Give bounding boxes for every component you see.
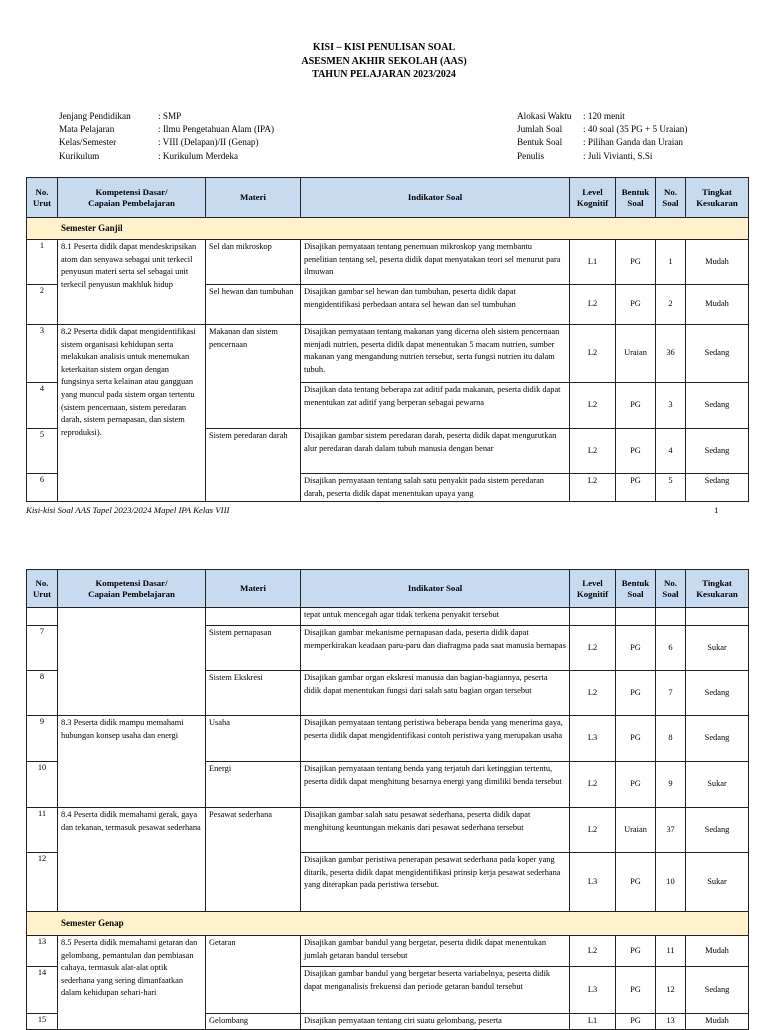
materi-cell: Sel dan mikroskop bbox=[206, 240, 301, 285]
info-block-left bbox=[59, 110, 274, 163]
competency-cell: 8.5 Peserta didik memahami getaran dan gelombang, pemantulan dan pembiasan cahaya, termasuk alat-alat optik sederhana yang sering dimanfaatkan dalam kehidupan sehari-hari bbox=[58, 936, 206, 1030]
header-kompetensi: Kompetensi Dasar/ Capaian Pembelajaran bbox=[58, 570, 206, 608]
bentuk-cell: PG bbox=[616, 967, 656, 1014]
info-label: Penulis bbox=[517, 150, 545, 161]
header-bentuk: Bentuk Soal bbox=[616, 178, 656, 218]
row-no: 4 bbox=[27, 383, 58, 429]
table-row bbox=[27, 716, 749, 762]
info-value: : Pilihan Ganda dan Uraian bbox=[583, 137, 684, 148]
row-no: 6 bbox=[27, 474, 58, 502]
semester-label: Semester Genap bbox=[27, 912, 749, 936]
info-label: Jenjang Pendidikan bbox=[59, 111, 131, 121]
title-line-2: ASESMEN AKHIR SEKOLAH (AAS) bbox=[301, 55, 467, 67]
info-label: Jumlah Soal bbox=[517, 124, 563, 135]
bentuk-cell: Uraian bbox=[616, 325, 656, 383]
row-no: 9 bbox=[27, 716, 58, 762]
materi-cell: Gelombang bbox=[206, 1014, 301, 1030]
info-row bbox=[59, 150, 274, 163]
no-soal-cell: 10 bbox=[656, 853, 686, 912]
no-soal-cell: 3 bbox=[656, 383, 686, 429]
header-level: Level Kognitif bbox=[570, 570, 616, 608]
indikator-cell: Disajikan gambar peristiwa penerapan pesawat sederhana pada koper yang ditarik, peserta didik dapat mengidentifikasi prinsip kerja pesawat sederhana yang diterapkan pada peristiwa tersebut. bbox=[301, 853, 570, 912]
row-no: 3 bbox=[27, 325, 58, 383]
row-no: 15 bbox=[27, 1014, 58, 1030]
bentuk-cell: PG bbox=[616, 240, 656, 285]
indikator-cell: Disajikan pernyataan tentang penemuan mikroskop yang membantu penelitian tentang sel, peserta didik dapat menyatakan teori sel menurut para ilmuwan bbox=[301, 240, 570, 285]
row-no: 12 bbox=[27, 853, 58, 912]
info-row bbox=[517, 123, 687, 136]
info-value: : 120 menit bbox=[583, 111, 625, 121]
no-soal-cell: 9 bbox=[656, 762, 686, 808]
table-header-row bbox=[27, 178, 749, 218]
indikator-cell: Disajikan pernyataan tentang benda yang terjatuh dari ketinggian tertentu, peserta didik dapat menghitung besarnya energi yang dimiliki benda tersebut bbox=[301, 762, 570, 808]
tingkat-cell: Sedang bbox=[686, 671, 749, 716]
materi-cell: Energi bbox=[206, 762, 301, 808]
level-cell bbox=[570, 608, 616, 626]
bentuk-cell: PG bbox=[616, 474, 656, 502]
info-label: Kelas/Semester bbox=[59, 137, 117, 148]
info-value: : SMP bbox=[158, 111, 182, 121]
header-tingkat: Tingkat Kesukaran bbox=[686, 178, 749, 218]
table-header-row bbox=[27, 570, 749, 608]
materi-cell: Pesawat sederhana bbox=[206, 808, 301, 912]
no-soal-cell: 8 bbox=[656, 716, 686, 762]
materi-cell: Sel hewan dan tumbuhan bbox=[206, 285, 301, 325]
competency-cell-continued bbox=[58, 608, 206, 716]
info-block-right bbox=[517, 110, 687, 163]
indikator-cell: Disajikan gambar organ ekskresi manusia dan bagian-bagiannya, peserta didik dapat menentukan fungsi dari salah satu bagian organ tersebut bbox=[301, 671, 570, 716]
materi-cell: Sistem pernapasan bbox=[206, 626, 301, 671]
row-no: 8 bbox=[27, 671, 58, 716]
no-soal-cell bbox=[656, 608, 686, 626]
tingkat-cell: Sukar bbox=[686, 626, 749, 671]
header-indikator: Indikator Soal bbox=[301, 178, 570, 218]
info-row bbox=[517, 136, 687, 149]
header-indikator: Indikator Soal bbox=[301, 570, 570, 608]
info-row bbox=[517, 110, 687, 123]
info-row bbox=[59, 136, 274, 149]
tingkat-cell: Mudah bbox=[686, 1014, 749, 1030]
level-cell: L2 bbox=[570, 383, 616, 429]
info-label: Mata Pelajaran bbox=[59, 124, 115, 135]
indikator-cell: Disajikan gambar salah satu pesawat sederhana, peserta didik dapat menghitung keuntungan mekanis dari pesawat sederhana tersebut bbox=[301, 808, 570, 853]
bentuk-cell: PG bbox=[616, 1014, 656, 1030]
table-row bbox=[27, 608, 749, 626]
table-row bbox=[27, 240, 749, 285]
level-cell: L2 bbox=[570, 285, 616, 325]
header-no-soal: No. Soal bbox=[656, 570, 686, 608]
no-soal-cell: 36 bbox=[656, 325, 686, 383]
kisi-kisi-table-page-2 bbox=[26, 569, 749, 1030]
competency-cell: 8.4 Peserta didik memahami gerak, gaya dan tekanan, termasuk pesawat sederhana bbox=[58, 808, 206, 912]
competency-cell: 8.3 Peserta didik mampu memahami hubungan konsep usaha dan energi bbox=[58, 716, 206, 808]
header-bentuk: Bentuk Soal bbox=[616, 570, 656, 608]
info-label: Alokasi Waktu bbox=[517, 111, 572, 121]
level-cell: L2 bbox=[570, 626, 616, 671]
document-title bbox=[0, 41, 768, 82]
materi-cell: Getaran bbox=[206, 936, 301, 1014]
row-no: 10 bbox=[27, 762, 58, 808]
header-no-soal: No. Soal bbox=[656, 178, 686, 218]
no-soal-cell: 12 bbox=[656, 967, 686, 1014]
row-no: 14 bbox=[27, 967, 58, 1014]
level-cell: L1 bbox=[570, 1014, 616, 1030]
indikator-cell: Disajikan data tentang beberapa zat aditif pada makanan, peserta didik dapat menentukan zat aditif yang berperan sebagai pewarna bbox=[301, 383, 570, 429]
tingkat-cell: Sedang bbox=[686, 383, 749, 429]
info-value: : 40 soal (35 PG + 5 Uraian) bbox=[583, 124, 688, 135]
row-no: 2 bbox=[27, 285, 58, 325]
indikator-cell: Disajikan gambar sel hewan dan tumbuhan, peserta didik dapat mengidentifikasi perbedaan antara sel hewan dan sel tumbuhan bbox=[301, 285, 570, 325]
bentuk-cell: PG bbox=[616, 853, 656, 912]
level-cell: L1 bbox=[570, 240, 616, 285]
header-materi: Materi bbox=[206, 570, 301, 608]
no-soal-cell: 5 bbox=[656, 474, 686, 502]
kisi-kisi-table-page-1 bbox=[26, 177, 749, 502]
bentuk-cell: PG bbox=[616, 429, 656, 474]
no-soal-cell: 13 bbox=[656, 1014, 686, 1030]
tingkat-cell: Sukar bbox=[686, 853, 749, 912]
no-soal-cell: 2 bbox=[656, 285, 686, 325]
tingkat-cell bbox=[686, 608, 749, 626]
indikator-cell: Disajikan pernyataan tentang makanan yang dicerna oleh sistem pencernaan menjadi nutrien, peserta didik dapat menentukan 5 macam nutrien, sumber makanan yang mengandung nutrien tersebut, serta fungsi nutrien itu dalam tubuh. bbox=[301, 325, 570, 383]
info-value: : Kurikulum Merdeka bbox=[158, 150, 239, 161]
table-row bbox=[27, 325, 749, 383]
info-row bbox=[517, 150, 687, 163]
level-cell: L3 bbox=[570, 853, 616, 912]
materi-cell: Sistem peredaran darah bbox=[206, 429, 301, 502]
level-cell: L3 bbox=[570, 967, 616, 1014]
indikator-cell: Disajikan pernyataan tentang ciri suatu gelombang, peserta bbox=[301, 1014, 570, 1030]
page-number: 1 bbox=[714, 505, 719, 515]
bentuk-cell: PG bbox=[616, 285, 656, 325]
bentuk-cell: PG bbox=[616, 716, 656, 762]
tingkat-cell: Sedang bbox=[686, 429, 749, 474]
tingkat-cell: Sedang bbox=[686, 325, 749, 383]
bentuk-cell: PG bbox=[616, 383, 656, 429]
tingkat-cell: Sedang bbox=[686, 808, 749, 853]
tingkat-cell: Sedang bbox=[686, 716, 749, 762]
page-footer: Kisi-kisi Soal AAS Tapel 2023/2024 Mapel IPA Kelas VIII bbox=[26, 505, 230, 515]
header-tingkat: Tingkat Kesukaran bbox=[686, 570, 749, 608]
table-row bbox=[27, 936, 749, 967]
indikator-cell: Disajikan pernyataan tentang salah satu penyakit pada sistem peredaran darah, peserta didik dapat menentukan upaya yang bbox=[301, 474, 570, 502]
bentuk-cell: PG bbox=[616, 671, 656, 716]
tingkat-cell: Mudah bbox=[686, 240, 749, 285]
info-row bbox=[59, 110, 274, 123]
bentuk-cell: PG bbox=[616, 936, 656, 967]
no-soal-cell: 11 bbox=[656, 936, 686, 967]
info-label: Bentuk Soal bbox=[517, 137, 563, 148]
info-label: Kurikulum bbox=[59, 150, 100, 161]
no-soal-cell: 1 bbox=[656, 240, 686, 285]
header-level: Level Kognitif bbox=[570, 178, 616, 218]
row-no: 5 bbox=[27, 429, 58, 474]
level-cell: L2 bbox=[570, 671, 616, 716]
level-cell: L3 bbox=[570, 716, 616, 762]
semester-row bbox=[27, 218, 749, 240]
header-kompetensi: Kompetensi Dasar/ Capaian Pembelajaran bbox=[58, 178, 206, 218]
level-cell: L2 bbox=[570, 936, 616, 967]
indikator-cell: Disajikan gambar sistem peredaran darah, peserta didik dapat mengurutkan alur peredaran darah dalam tubuh manusia dengan benar bbox=[301, 429, 570, 474]
bentuk-cell bbox=[616, 608, 656, 626]
level-cell: L2 bbox=[570, 474, 616, 502]
competency-cell: 8.2 Peserta didik dapat mengidentifikasi sistem organisasi kehidupan serta melakukan analisis untuk menemukan keterkaitan sistem organ dengan fungsinya serta kelainan atau gangguan yang muncul pada sistem organ tertentu (sistem pencernaan, sistem peredaran darah, sistem pernapasan, dan sistem reproduksi). bbox=[58, 325, 206, 502]
tingkat-cell: Sukar bbox=[686, 762, 749, 808]
header-no-urut: No. Urut bbox=[27, 570, 58, 608]
indikator-cell: Disajikan gambar mekanisme pernapasan dada, peserta didik dapat memperkirakan keadaan paru-paru dan diafragma pada saat manusia bernapas bbox=[301, 626, 570, 671]
semester-row bbox=[27, 912, 749, 936]
level-cell: L2 bbox=[570, 429, 616, 474]
competency-cell: 8.1 Peserta didik dapat mendeskripsikan atom dan senyawa sebagai unit terkecil penyusun materi serta sel sebagai unit terkecil penyusun makhluk hidup bbox=[58, 240, 206, 325]
row-no: 13 bbox=[27, 936, 58, 967]
title-line-3: TAHUN PELAJARAN 2023/2024 bbox=[312, 69, 456, 80]
bentuk-cell: Uraian bbox=[616, 808, 656, 853]
no-soal-cell: 4 bbox=[656, 429, 686, 474]
info-value: : Juli Vivianti, S.Si bbox=[583, 150, 653, 161]
no-soal-cell: 6 bbox=[656, 626, 686, 671]
no-soal-cell: 7 bbox=[656, 671, 686, 716]
bentuk-cell: PG bbox=[616, 626, 656, 671]
no-soal-cell: 37 bbox=[656, 808, 686, 853]
indikator-cell: Disajikan pernyataan tentang peristiwa beberapa benda yang menerima gaya, peserta didik dapat mengidentifikasi contoh peristiwa yang merupakan usaha bbox=[301, 716, 570, 762]
level-cell: L2 bbox=[570, 808, 616, 853]
row-no: 1 bbox=[27, 240, 58, 285]
header-no-urut: No. Urut bbox=[27, 178, 58, 218]
info-value: : VIII (Delapan)/II (Genap) bbox=[158, 137, 259, 148]
tingkat-cell: Sedang bbox=[686, 474, 749, 502]
indikator-cell: tepat untuk mencegah agar tidak terkena penyakit tersebut bbox=[301, 608, 570, 626]
row-no: 11 bbox=[27, 808, 58, 853]
materi-cell: Sistem Ekskresi bbox=[206, 671, 301, 716]
title-line-1: KISI – KISI PENULISAN SOAL bbox=[312, 42, 456, 53]
tingkat-cell: Mudah bbox=[686, 936, 749, 967]
indikator-cell: Disajikan gambar bandul yang bergetar beserta variabelnya, peserta didik dapat menganalisis frekuensi dan periode getaran bandul tersebut bbox=[301, 967, 570, 1014]
bentuk-cell: PG bbox=[616, 762, 656, 808]
tingkat-cell: Sedang bbox=[686, 967, 749, 1014]
level-cell: L2 bbox=[570, 762, 616, 808]
level-cell: L2 bbox=[570, 325, 616, 383]
info-value: : Ilmu Pengetahuan Alam (IPA) bbox=[158, 124, 275, 135]
info-row bbox=[59, 123, 274, 136]
materi-cell: Usaha bbox=[206, 716, 301, 762]
tingkat-cell: Mudah bbox=[686, 285, 749, 325]
materi-cell: Makanan dan sistem pencernaan bbox=[206, 325, 301, 429]
materi-cell bbox=[206, 608, 301, 626]
row-no bbox=[27, 608, 58, 626]
semester-label: Semester Ganjil bbox=[27, 218, 749, 240]
row-no: 7 bbox=[27, 626, 58, 671]
header-materi: Materi bbox=[206, 178, 301, 218]
indikator-cell: Disajikan gambar bandul yang bergetar, peserta didik dapat menentukan jumlah getaran bandul tersebut bbox=[301, 936, 570, 967]
table-row bbox=[27, 808, 749, 853]
